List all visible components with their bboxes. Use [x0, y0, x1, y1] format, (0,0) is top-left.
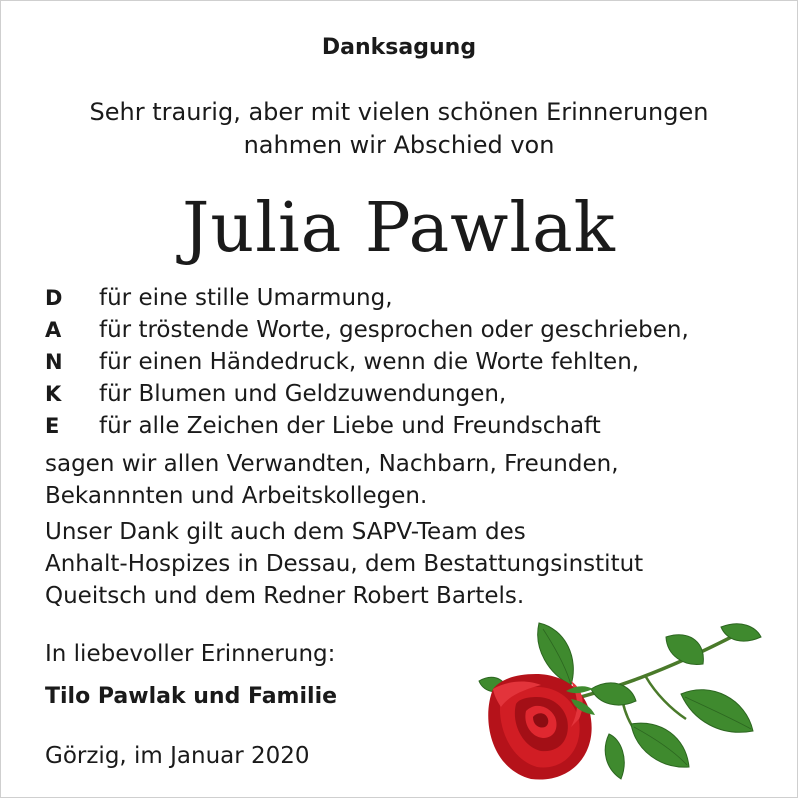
team-paragraph: [45, 516, 745, 612]
danke-row: [45, 410, 765, 442]
danke-letter: E: [45, 414, 60, 438]
team-line: Anhalt-Hospizes in Dessau, dem Bestattungsinstitut: [45, 551, 644, 577]
danke-row: [45, 378, 765, 410]
danke-text: für alle Zeichen der Liebe und Freundschaft: [99, 413, 601, 439]
team-line: Unser Dank gilt auch dem SAPV-Team des: [45, 519, 526, 545]
danke-row: [45, 314, 765, 346]
family-signature: Tilo Pawlak und Familie: [45, 684, 338, 709]
danke-letter: N: [45, 350, 63, 374]
intro-text: [1, 96, 797, 162]
memory-label: In liebevoller Erinnerung:: [45, 641, 336, 667]
thanks-paragraph: [45, 448, 745, 512]
danke-letter: D: [45, 286, 63, 310]
place-date: Görzig, im Januar 2020: [45, 743, 310, 769]
rose-icon: [471, 619, 771, 784]
danke-text: für Blumen und Geldzuwendungen,: [99, 381, 507, 407]
intro-line: Sehr traurig, aber mit vielen schönen Erinnerungen: [89, 98, 709, 126]
danke-list: [45, 282, 765, 442]
danke-row: [45, 346, 765, 378]
intro-line: nahmen wir Abschied von: [243, 131, 555, 159]
danke-text: für einen Händedruck, wenn die Worte fehlten,: [99, 349, 640, 375]
heading: Danksagung: [321, 35, 477, 60]
danke-text: für tröstende Worte, gesprochen oder geschrieben,: [99, 317, 689, 343]
danke-letter: K: [45, 382, 62, 406]
deceased-name: Julia Pawlak: [182, 189, 616, 268]
danke-letter: A: [45, 318, 62, 342]
danke-text: für eine stille Umarmung,: [99, 285, 393, 311]
thanks-line: Bekannnten und Arbeitskollegen.: [45, 483, 428, 509]
danke-row: [45, 282, 765, 314]
thanks-line: sagen wir allen Verwandten, Nachbarn, Freunden,: [45, 451, 619, 477]
team-line: Queitsch und dem Redner Robert Bartels.: [45, 583, 525, 609]
